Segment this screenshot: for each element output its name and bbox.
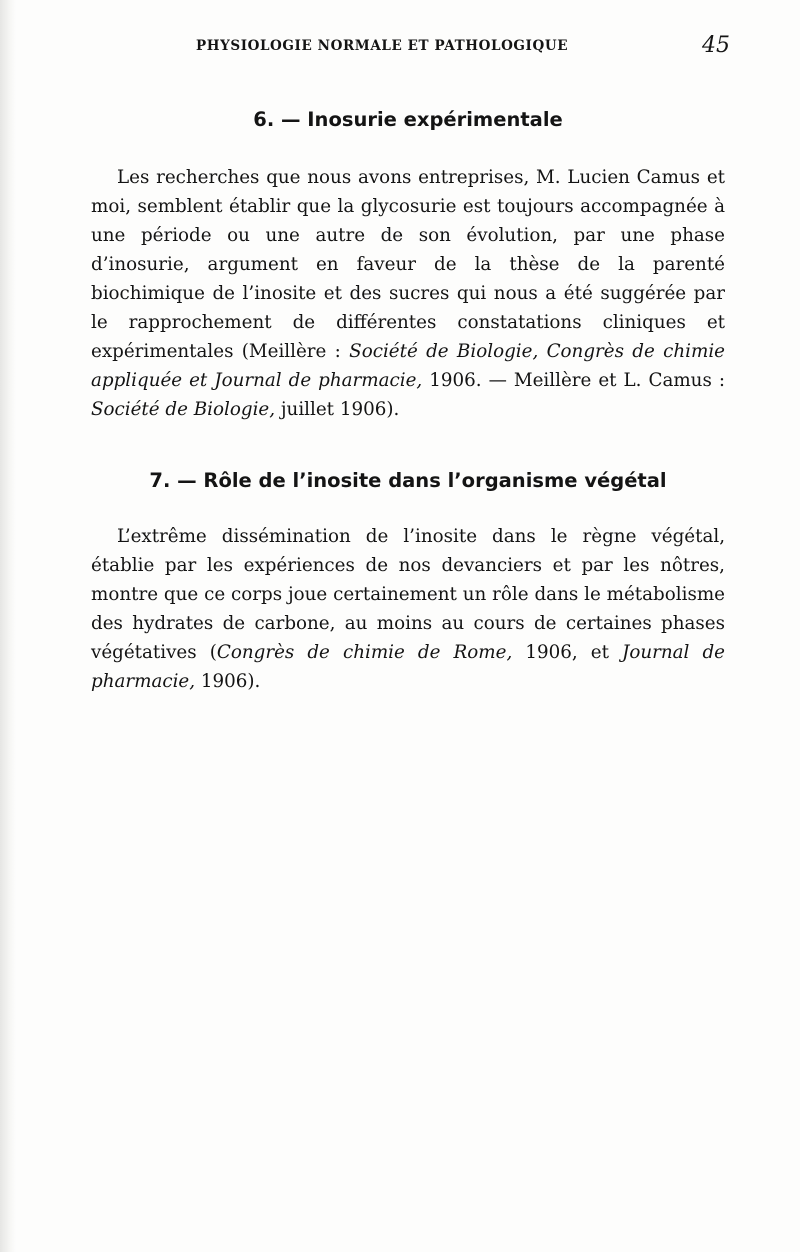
paragraph-text: 1906. — Meillère et L. Camus : [422, 370, 725, 391]
paragraph-text: L’extrême dissémination de l’inosite dans le règne végétal, établie par les expériences de nos devanciers et par les nôtres, montre que ce corps joue certainement un rôle dans le métabolisme des hydrates de carbone, au moins au cours de certaines phases végétatives ( [91, 526, 725, 663]
scan-edge-shadow [0, 0, 16, 1252]
running-title: PHYSIOLOGIE NORMALE ET PATHOLOGIQUE [196, 38, 569, 54]
citation-italic: Société de Biologie, Congrès de chimie appliquée et Journal de pharmacie, [91, 341, 725, 391]
section-7-paragraph [91, 522, 725, 696]
section-heading-7: 7. — Rôle de l’inosite dans l’organisme végétal [149, 469, 667, 492]
citation-italic: Journal de pharmacie, [91, 642, 725, 692]
paragraph-text: 1906, et [512, 642, 623, 663]
page-number: 45 [702, 33, 730, 58]
citation-italic: Société de Biologie, [91, 399, 276, 420]
citation-italic: Congrès de chimie de Rome, [216, 642, 513, 663]
paragraph-text: juillet 1906). [275, 399, 400, 420]
section-6-paragraph [91, 163, 725, 424]
paragraph-text: Les recherches que nous avons entreprises, M. Lucien Camus et moi, semblent établir que la glycosurie est toujours accompagnée à une période ou une autre de son évolution, par une phase d’inosurie, argument en faveur de la thèse de la parenté biochimique de l’inosite et des sucres qui nous a été suggérée par le rapprochement de différentes constatations cliniques et expérimentales (Meillère : [91, 167, 725, 362]
section-heading-6: 6. — Inosurie expérimentale [253, 108, 563, 131]
paragraph-text: 1906). [195, 671, 261, 692]
